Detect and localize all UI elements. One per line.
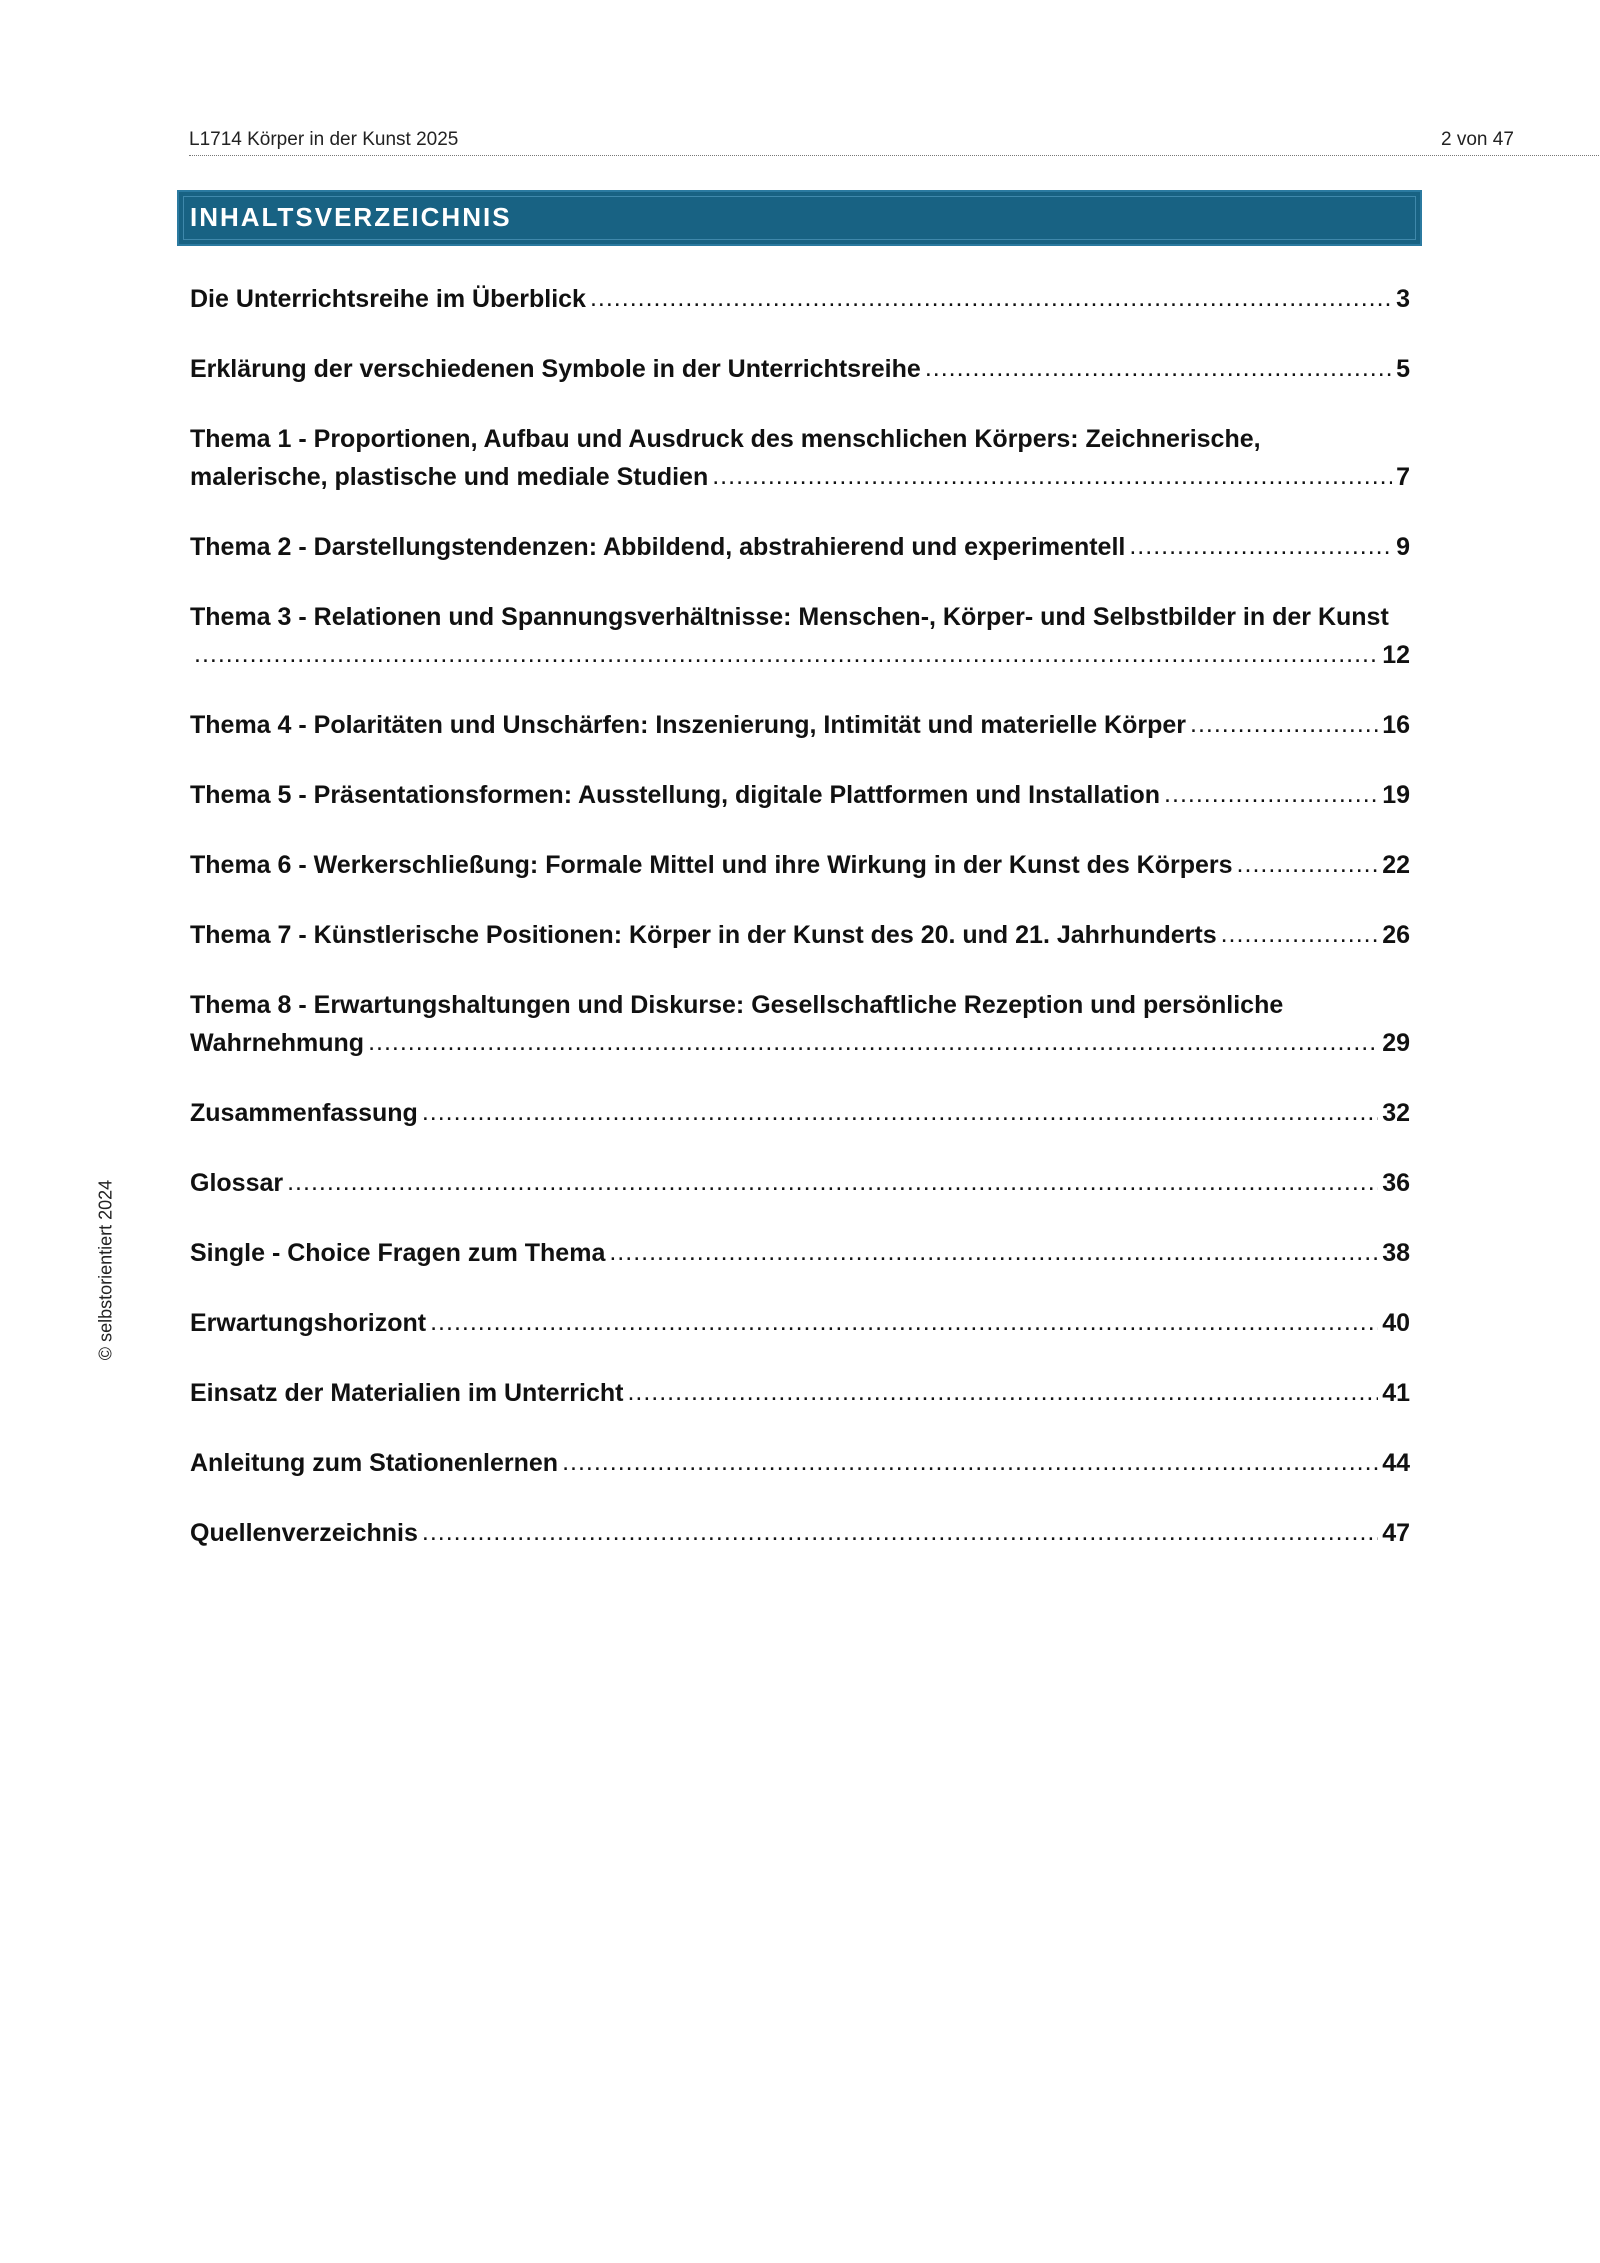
toc-leader-dots bbox=[1221, 915, 1379, 953]
toc-entry-title: Einsatz der Materialien im Unterricht bbox=[190, 1379, 624, 1407]
copyright-note: © selbstorientiert 2024 bbox=[95, 1179, 116, 1361]
toc-entry[interactable] bbox=[190, 986, 1410, 1062]
toc-entry-title: Glossar bbox=[190, 1169, 284, 1197]
toc-entry-title: Thema 2 - Darstellungstendenzen: Abbildend, abstrahierend und experimentell bbox=[190, 533, 1126, 561]
toc-entry-title: Single - Choice Fragen zum Thema bbox=[190, 1239, 606, 1267]
toc-entry[interactable] bbox=[190, 350, 1410, 388]
toc-entry-row bbox=[190, 636, 1410, 674]
toc-entry[interactable] bbox=[190, 1304, 1410, 1342]
toc-entry-page: 12 bbox=[1382, 641, 1410, 669]
toc-entry[interactable] bbox=[190, 280, 1410, 318]
toc-entry[interactable] bbox=[190, 846, 1410, 884]
toc-leader-dots bbox=[368, 1023, 1378, 1061]
toc-entry-row bbox=[190, 1234, 1410, 1272]
toc-entry-row bbox=[190, 1304, 1410, 1342]
toc-entry-page: 3 bbox=[1396, 285, 1410, 313]
toc-leader-dots bbox=[287, 1163, 1378, 1201]
toc-entry-title: Thema 5 - Präsentationsformen: Ausstellung, digitale Plattformen und Installation bbox=[190, 781, 1161, 809]
toc-entry-page: 32 bbox=[1382, 1099, 1410, 1127]
toc-entry-page: 5 bbox=[1396, 355, 1410, 383]
toc-entry-row bbox=[190, 528, 1410, 566]
toc-entry-title: Anleitung zum Stationenlernen bbox=[190, 1449, 559, 1477]
toc-entry[interactable] bbox=[190, 420, 1410, 496]
toc-entry-title: Erwartungshorizont bbox=[190, 1309, 427, 1337]
toc-entry[interactable] bbox=[190, 1094, 1410, 1132]
toc-entry-title: Thema 7 - Künstlerische Positionen: Körper in der Kunst des 20. und 21. Jahrhunderts bbox=[190, 921, 1217, 949]
toc-entry[interactable] bbox=[190, 1444, 1410, 1482]
toc-entry-title: Erklärung der verschiedenen Symbole in der Unterrichtsreihe bbox=[190, 355, 921, 383]
toc-entry-title: Die Unterrichtsreihe im Überblick bbox=[190, 285, 586, 313]
toc-entry-title: malerische, plastische und mediale Studien bbox=[190, 463, 709, 491]
toc-entry-page: 7 bbox=[1396, 463, 1410, 491]
toc-entry-row bbox=[190, 916, 1410, 954]
toc-leader-dots bbox=[430, 1303, 1378, 1341]
toc-entry[interactable] bbox=[190, 916, 1410, 954]
toc-leader-dots bbox=[422, 1093, 1378, 1131]
toc-leader-dots bbox=[1190, 705, 1378, 743]
toc-entry[interactable] bbox=[190, 1514, 1410, 1552]
toc-entry-page: 44 bbox=[1382, 1449, 1410, 1477]
toc-entry-row bbox=[190, 1444, 1410, 1482]
toc-entry[interactable] bbox=[190, 1374, 1410, 1412]
toc-leader-dots bbox=[1237, 845, 1379, 883]
toc-entry-row bbox=[190, 706, 1410, 744]
toc-entry-title: Quellenverzeichnis bbox=[190, 1519, 418, 1547]
toc-entry[interactable] bbox=[190, 528, 1410, 566]
toc-leader-dots bbox=[194, 635, 1378, 673]
toc-entry-title: Zusammenfassung bbox=[190, 1099, 418, 1127]
toc-entry[interactable] bbox=[190, 1164, 1410, 1202]
toc-entry[interactable] bbox=[190, 706, 1410, 744]
toc-entry-row bbox=[190, 280, 1410, 318]
toc-leader-dots bbox=[1129, 527, 1392, 565]
toc-leader-dots bbox=[590, 279, 1392, 317]
toc-entry-page: 16 bbox=[1382, 711, 1410, 739]
page-header bbox=[189, 127, 1599, 156]
toc-entry-row bbox=[190, 1094, 1410, 1132]
toc-entry[interactable] bbox=[190, 598, 1410, 674]
document-title: L1714 Körper in der Kunst 2025 bbox=[189, 129, 459, 150]
toc-entry-row bbox=[190, 846, 1410, 884]
toc-entry-page: 19 bbox=[1382, 781, 1410, 809]
toc-entry-row bbox=[190, 458, 1410, 496]
toc-entry-page: 36 bbox=[1382, 1169, 1410, 1197]
toc-leader-dots bbox=[609, 1233, 1378, 1271]
toc-entry-row bbox=[190, 1514, 1410, 1552]
toc-entry-page: 29 bbox=[1382, 1029, 1410, 1057]
toc-entry-title: Thema 6 - Werkerschließung: Formale Mittel und ihre Wirkung in der Kunst des Körpers bbox=[190, 851, 1233, 879]
toc-entry-title-line: Thema 8 - Erwartungshaltungen und Diskurse: Gesellschaftliche Rezeption und persönliche bbox=[190, 991, 1284, 1019]
toc-leader-dots bbox=[422, 1513, 1378, 1551]
toc-leader-dots bbox=[925, 349, 1392, 387]
toc-entry-row bbox=[190, 1164, 1410, 1202]
toc-entry-title: Wahrnehmung bbox=[190, 1029, 365, 1057]
toc-entry-page: 40 bbox=[1382, 1309, 1410, 1337]
toc-entry-page: 26 bbox=[1382, 921, 1410, 949]
toc-leader-dots bbox=[562, 1443, 1378, 1481]
toc-entry-row bbox=[190, 776, 1410, 814]
toc-leader-dots bbox=[627, 1373, 1378, 1411]
toc-leader-dots bbox=[1164, 775, 1378, 813]
toc-entry-row bbox=[190, 1374, 1410, 1412]
toc-entry-title-line: Thema 1 - Proportionen, Aufbau und Ausdruck des menschlichen Körpers: Zeichnerische, bbox=[190, 425, 1261, 453]
toc-heading-banner bbox=[177, 190, 1422, 246]
toc-leader-dots bbox=[712, 457, 1392, 495]
toc-entry-row bbox=[190, 350, 1410, 388]
toc-entry-row bbox=[190, 1024, 1410, 1062]
toc-entry-page: 9 bbox=[1396, 533, 1410, 561]
toc-entry-title-line: Thema 3 - Relationen und Spannungsverhältnisse: Menschen-, Körper- und Selbstbilder in der Kunst bbox=[190, 603, 1389, 631]
toc-entry[interactable] bbox=[190, 776, 1410, 814]
toc-entry-page: 47 bbox=[1382, 1519, 1410, 1547]
toc-entry-title: Thema 4 - Polaritäten und Unschärfen: Inszenierung, Intimität und materielle Körper bbox=[190, 711, 1186, 739]
toc-entry-page: 41 bbox=[1382, 1379, 1410, 1407]
toc-entry[interactable] bbox=[190, 1234, 1410, 1272]
toc-title: INHALTSVERZEICHNIS bbox=[190, 202, 512, 232]
toc-entry-page: 38 bbox=[1382, 1239, 1410, 1267]
toc-entry-page: 22 bbox=[1382, 851, 1410, 879]
page-number: 2 von 47 bbox=[1441, 129, 1514, 150]
table-of-contents bbox=[190, 280, 1410, 1584]
